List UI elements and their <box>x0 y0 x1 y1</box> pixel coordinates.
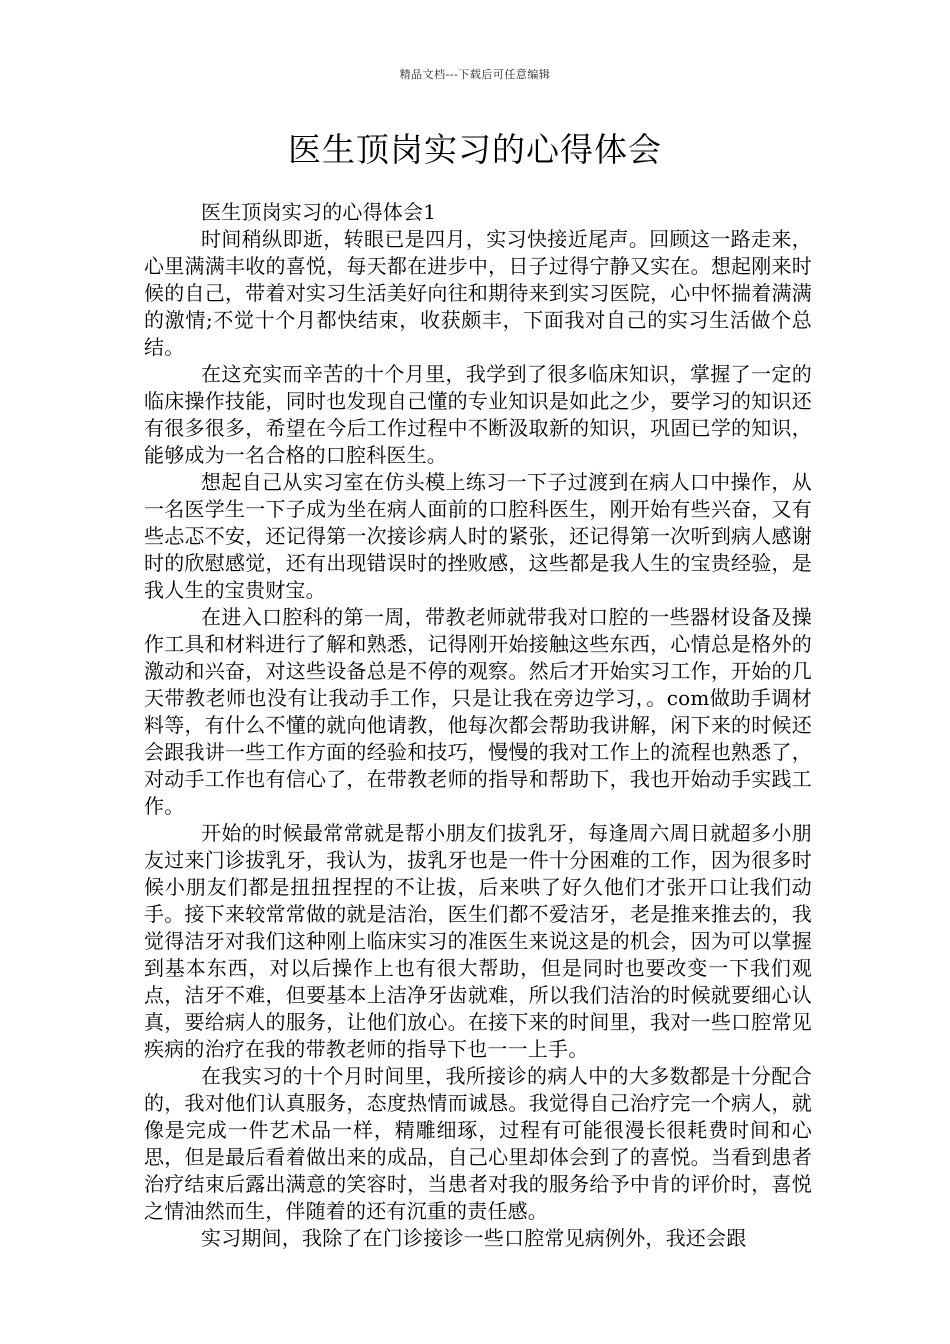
paragraph: 在我实习的十个月时间里，我所接诊的病人中的大多数都是十分配合的，我对他们认真服务，态度热情而诚恳。我觉得自己治疗完一个病人，就像是完成一件艺术品一样，精雕细琢，过程有可能很漫长很耗费时间和心思，但是最后看着做出来的成品，自己心里却体会到了的喜悦。当看到患者治疗结束后露出满意的笑容时，当患者对我的服务给予中肯的评价时，喜悦之情油然而生，伴随着的还有沉重的责任感。 <box>144 1064 812 1223</box>
paragraph: 在进入口腔科的第一周，带教老师就带我对口腔的一些器材设备及操作工具和材料进行了解和熟悉，记得刚开始接触这些东西，心情总是格外的激动和兴奋，对这些设备总是不停的观察。然后才开始实习工作，开始的几天带教老师也没有让我动手工作，只是让我在旁边学习，。com做助手调材料等，有什么不懂的就向他请教，他每次都会帮助我讲解，闲下来的时候还会跟我讲一些工作方面的经验和技巧，慢慢的我对工作上的流程也熟悉了，对动手工作也有信心了，在带教老师的指导和帮助下，我也开始动手实践工作。 <box>144 605 812 818</box>
document-body <box>144 199 812 1252</box>
document-title: 医生顶岗实习的心得体会 <box>288 130 662 169</box>
paragraph: 开始的时候最常常就是帮小朋友们拔乳牙，每逢周六周日就超多小朋友过来门诊拔乳牙，我认为，拔乳牙也是一件十分困难的工作，因为很多时候小朋友们都是扭扭捏捏的不让拔，后来哄了好久他们才张开口让我们动手。接下来较常常做的就是洁治，医生们都不爱洁牙，老是推来推去的，我觉得洁牙对我们这种刚上临床实习的准医生来说这是的机会，因为可以掌握到基本东西，对以后操作上也有很大帮助，但是同时也要改变一下我们观点，洁牙不难，但要基本上洁净牙齿就难，所以我们洁治的时候就要细心认真，要给病人的服务，让他们放心。在接下来的时间里，我对一些口腔常见疾病的治疗在我的带教老师的指导下也一一上手。 <box>144 821 812 1061</box>
paragraph: 想起自己从实习室在仿头模上练习一下子过渡到在病人口中操作，从一名医学生一下子成为坐在病人面前的口腔科医生，刚开始有些兴奋，又有些忐忑不安，还记得第一次接诊病人时的紧张，还记得第一次听到病人感谢时的欣慰感觉，还有出现错误时的挫败感，这些都是我人生的宝贵经验，是我人生的宝贵财宝。 <box>144 470 812 602</box>
paragraph: 时间稍纵即逝，转眼已是四月，实习快接近尾声。回顾这一路走来，心里满满丰收的喜悦，每天都在进步中，日子过得宁静又实在。想起刚来时候的自己，带着对实习生活美好向往和期待来到实习医院，心中怀揣着满满的激情;不觉十个月都快结束，收获颇丰，下面我对自己的实习生活做个总结。 <box>144 227 812 359</box>
header-note: 精品文档---下载后可任意编辑 <box>399 68 551 81</box>
document-subtitle: 医生顶岗实习的心得体会1 <box>201 200 437 224</box>
paragraph: 实习期间，我除了在门诊接诊一些口腔常见病例外，我还会跟 <box>201 1226 747 1250</box>
paragraph: 在这充实而辛苦的十个月里，我学到了很多临床知识，掌握了一定的临床操作技能，同时也发现自己懂的专业知识是如此之少，要学习的知识还有很多很多，希望在今后工作过程中不断汲取新的知识，巩固已学的知识，能够成为一名合格的口腔科医生。 <box>144 362 812 467</box>
